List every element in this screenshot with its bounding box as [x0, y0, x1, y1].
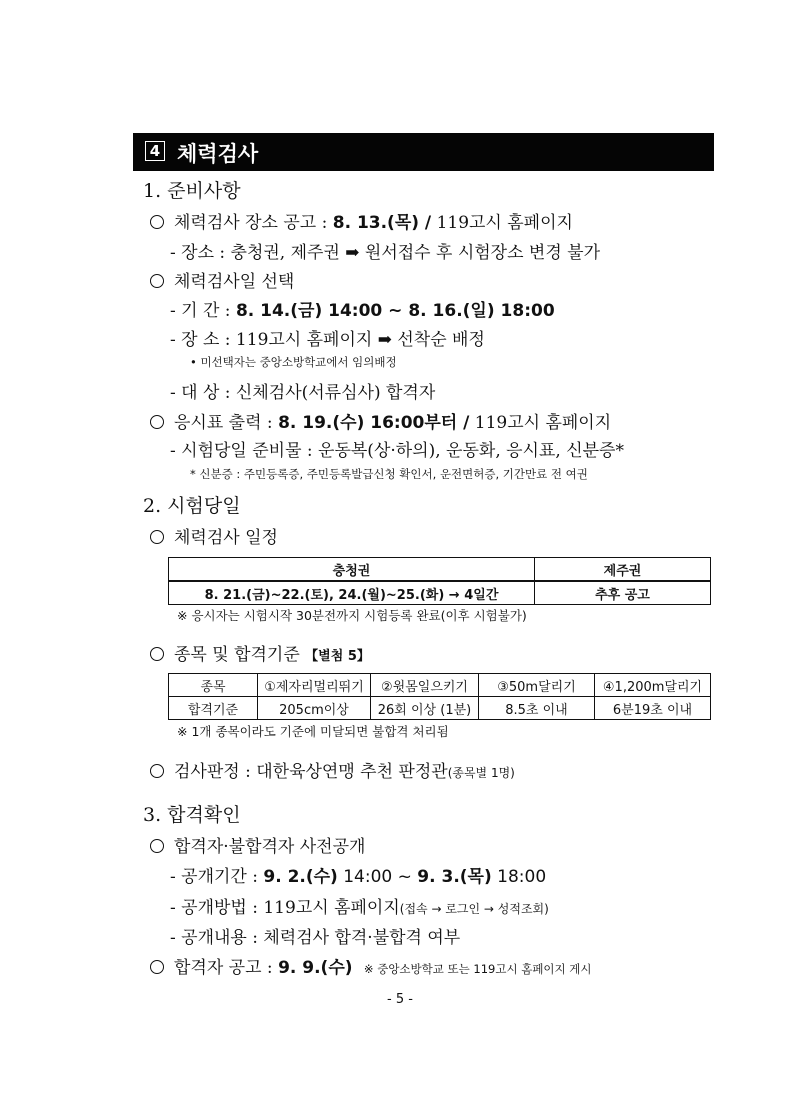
sub-target: - 대 상 : 신체검사(서류심사) 합격자	[170, 383, 436, 403]
table-header: ③50m달리기	[479, 674, 595, 697]
sub-disclosure-period: - 공개기간 : 9. 2.(수) 14:00 ~ 9. 3.(목) 18:00	[170, 867, 547, 887]
item-pre-disclosure: 합격자·불합격자 사전공개	[150, 832, 365, 857]
table-cell: 합격기준	[169, 697, 258, 720]
circle-bullet-icon	[150, 764, 164, 778]
item-events-criteria: 종목 및 합격기준 【별첨 5】	[150, 640, 370, 665]
item-final-announcement: 합격자 공고 : 9. 9.(수) ※ 중앙소방학교 또는 119고시 홈페이지 게시	[150, 953, 592, 978]
circle-bullet-icon	[150, 647, 164, 661]
table-cell: 205cm이상	[258, 697, 371, 720]
circle-bullet-icon	[150, 960, 164, 974]
note-random-assign: • 미선택자는 중앙소방학교에서 임의배정	[190, 355, 397, 369]
heading-result-check: 3. 합격확인	[143, 804, 241, 826]
table-cell: 8. 21.(금)~22.(토), 24.(월)~25.(화) → 4일간	[169, 581, 535, 605]
sub-venue: - 장소 : 충청권, 제주권 ➡ 원서접수 후 시험장소 변경 불가	[170, 243, 601, 263]
section-title: 체력검사	[177, 142, 259, 166]
table-header: ④1,200m달리기	[595, 674, 711, 697]
table-cell: 6분19초 이내	[595, 697, 711, 720]
table-header: 충청권	[169, 558, 535, 582]
table-header: 제주권	[535, 558, 711, 582]
item-schedule: 체력검사 일정	[150, 523, 278, 548]
heading-preparation: 1. 준비사항	[143, 180, 241, 202]
circle-bullet-icon	[150, 215, 164, 229]
circle-bullet-icon	[150, 415, 164, 429]
table-header: 종목	[169, 674, 258, 697]
sub-disclosure-method: - 공개방법 : 119고시 홈페이지(접속 → 로그인 → 성적조회)	[170, 898, 549, 918]
criteria-table	[168, 673, 711, 720]
table-header: ①제자리멀리뛰기	[258, 674, 371, 697]
item-venue-notice: 체력검사 장소 공고 : 8. 13.(목) / 119고시 홈페이지	[150, 208, 573, 233]
item-ticket-print: 응시표 출력 : 8. 19.(수) 16:00부터 / 119고시 홈페이지	[150, 408, 611, 433]
table-cell: 추후 공고	[535, 581, 711, 605]
table-cell: 8.5초 이내	[479, 697, 595, 720]
circle-bullet-icon	[150, 274, 164, 288]
heading-test-day: 2. 시험당일	[143, 495, 241, 517]
circle-bullet-icon	[150, 530, 164, 544]
page-number: - 5 -	[387, 992, 413, 1007]
schedule-table	[168, 557, 711, 605]
note-fail-rule: ※ 1개 종목이라도 기준에 미달되면 불합격 처리됨	[177, 724, 449, 739]
note-id-cards: * 신분증 : 주민등록증, 주민등록발급신청 확인서, 운전면허증, 기간만료 전 여권	[190, 467, 588, 481]
section-header-bar	[133, 133, 714, 171]
sub-location: - 장 소 : 119고시 홈페이지 ➡ 선착순 배정	[170, 330, 485, 350]
section-number-box: 4	[145, 141, 165, 161]
circle-bullet-icon	[150, 839, 164, 853]
sub-period: - 기 간 : 8. 14.(금) 14:00 ~ 8. 16.(일) 18:00	[170, 301, 555, 321]
item-judges: 검사판정 : 대한육상연맹 추천 판정관(종목별 1명)	[150, 757, 515, 782]
table-header: ②윗몸일으키기	[371, 674, 479, 697]
sub-disclosure-content: - 공개내용 : 체력검사 합격·불합격 여부	[170, 928, 461, 948]
item-date-select: 체력검사일 선택	[150, 267, 294, 292]
note-registration: ※ 응시자는 시험시작 30분전까지 시험등록 완료(이후 시험불가)	[177, 608, 527, 623]
table-cell: 26회 이상 (1분)	[371, 697, 479, 720]
sub-materials: - 시험당일 준비물 : 운동복(상·하의), 운동화, 응시표, 신분증*	[170, 441, 624, 461]
